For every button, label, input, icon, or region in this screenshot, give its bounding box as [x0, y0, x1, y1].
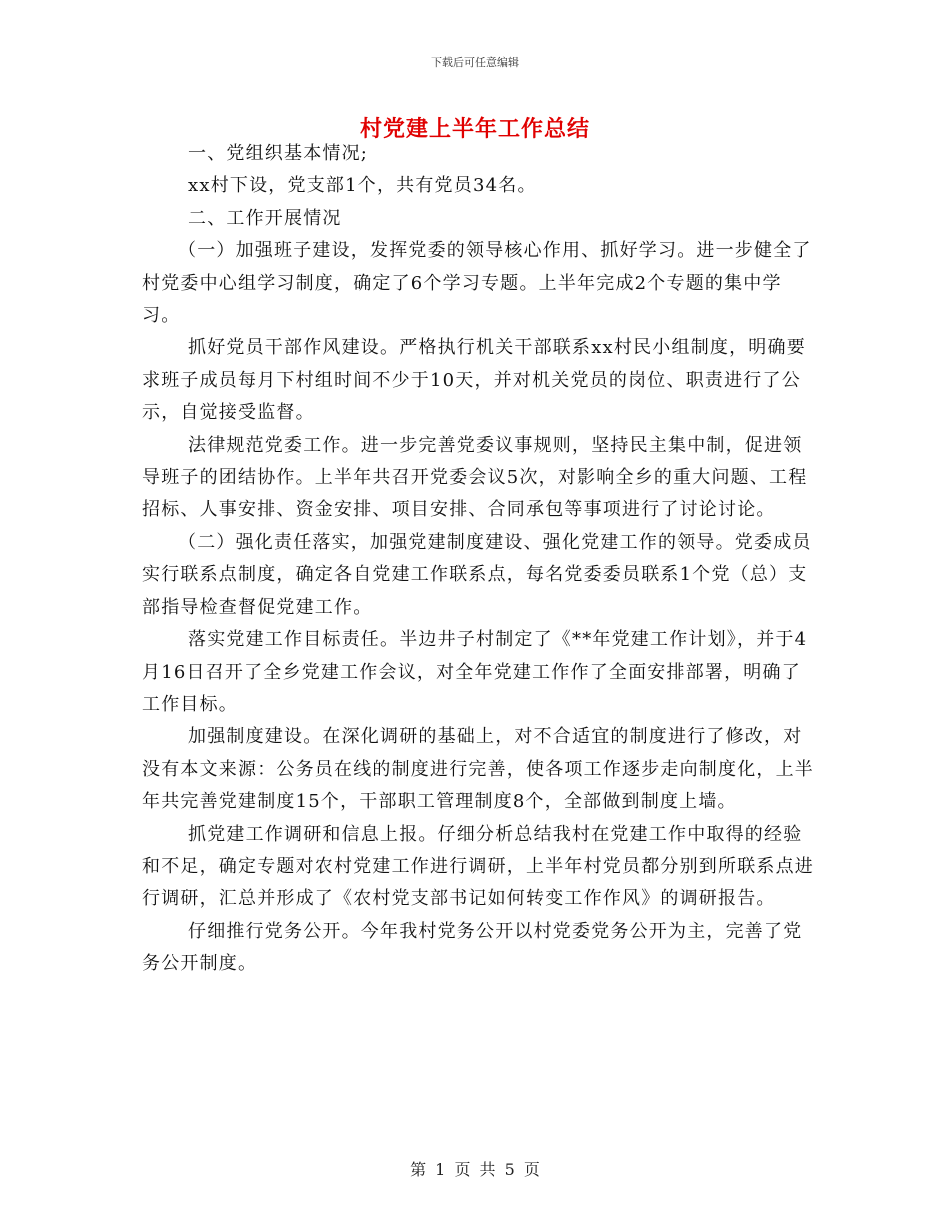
paragraph-research-reporting: 抓党建工作调研和信息上报。仔细分析总结我村在党建工作中取得的经验和不足，确定专题对农村党建工作进行调研，上半年村党员都分别到所联系点进行调研，汇总并形成了《农村党支部书记如何转变工作作风》的调研报告。 [142, 823, 814, 910]
paragraph-target-responsibility: 落实党建工作目标责任。半边井子村制定了《**年党建工作计划》，并于4月16日召开了全乡党建工作会议，对全年党建工作作了全面安排部署，明确了工作目标。 [142, 629, 808, 715]
paragraph-committee-rules: 法律规范党委工作。进一步完善党委议事规则，坚持民主集中制，促进领导班子的团结协作。上半年共召开党委会议5次，对影响全乡的重大问题、工程招标、人事安排、资金安排、项目安排、合同承包等事项进行了讨论讨论。 [142, 434, 808, 521]
page-footer: 第 1 页 共 5 页 [410, 1160, 540, 1179]
paragraph-team-building: （一）加强班子建设，发挥党委的领导核心作用、抓好学习。进一步健全了村党委中心组学习制度，确定了6个学习专题。上半年完成2个专题的集中学习。 [142, 240, 812, 327]
paragraph-work-style: 抓好党员干部作风建设。严格执行机关干部联系xx村民小组制度，明确要求班子成员每月下村组时间不少于10天，并对机关党员的岗位、职责进行了公示，自觉接受监督。 [142, 337, 806, 424]
header-note: 下载后可任意编辑 [431, 56, 519, 69]
document-title: 村党建上半年工作总结 [359, 116, 590, 142]
paragraph-section-1-heading: 一、党组织基本情况; [188, 143, 369, 164]
paragraph-responsibility: （二）强化责任落实，加强党建制度建设、强化党建工作的领导。党委成员实行联系点制度，确定各自党建工作联系点，每名党委委员联系1个党（总）支部指导检查督促党建工作。 [142, 531, 812, 618]
paragraph-system-building: 加强制度建设。在深化调研的基础上，对不合适宜的制度进行了修改，对没有本文来源：公务员在线的制度进行完善，使各项工作逐步走向制度化，上半年共完善党建制度15个，干部职工管理制度8个，全部做到制度上墙。 [142, 726, 814, 813]
paragraph-section-2-heading: 二、工作开展情况 [188, 207, 342, 229]
paragraph-affairs-disclosure: 仔细推行党务公开。今年我村党务公开以村党委党务公开为主，完善了党务公开制度。 [142, 920, 803, 975]
paragraph-party-members: xx村下设，党支部1个，共有党员34名。 [188, 175, 537, 197]
document-body [142, 138, 814, 981]
